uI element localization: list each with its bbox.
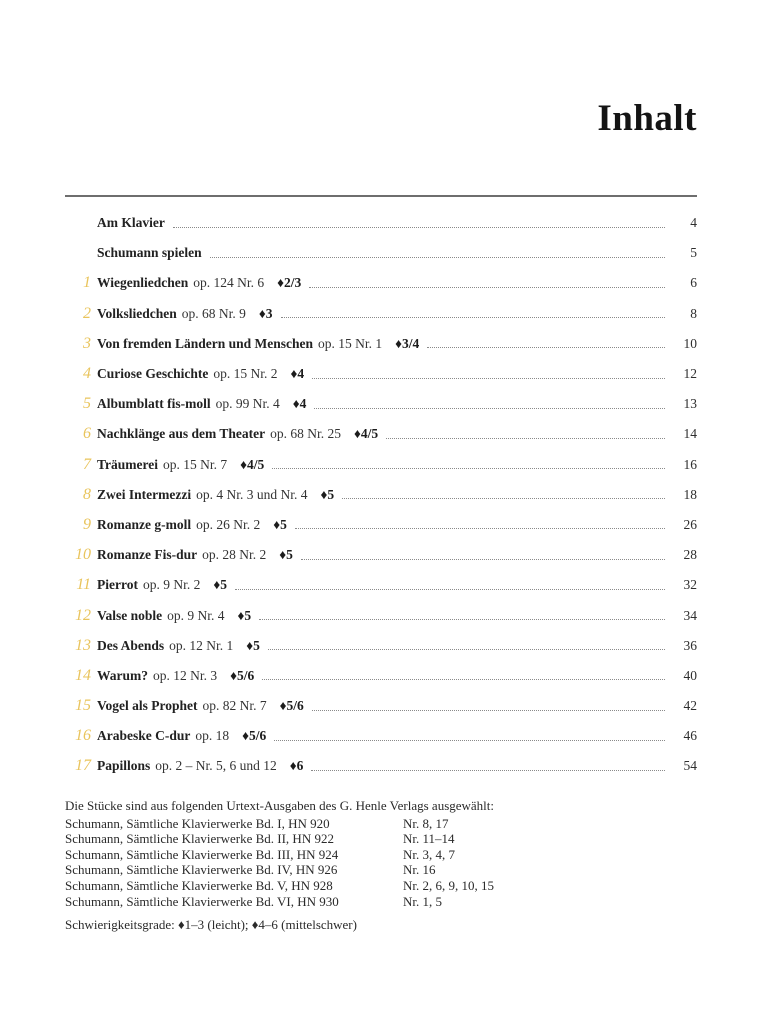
entry-page-number: 12 — [683, 366, 697, 382]
dotted-leader — [210, 257, 665, 258]
toc-entry — [65, 570, 697, 600]
source-numbers: Nr. 3, 4, 7 — [403, 846, 455, 862]
entry-number: 11 — [76, 576, 91, 594]
source-edition: Schumann, Sämtliche Klavierwerke Bd. II, HN 922 — [65, 831, 334, 847]
entry-page-number: 40 — [683, 667, 697, 683]
entry-opus: op. 12 Nr. 3 — [153, 667, 218, 683]
dotted-leader — [235, 589, 665, 590]
entry-number: 14 — [75, 666, 91, 684]
entry-difficulty-badge: ♦5/6 — [242, 728, 267, 744]
dotted-leader — [301, 559, 665, 560]
entry-number: 5 — [83, 395, 91, 413]
entry-opus: op. 9 Nr. 2 — [142, 577, 201, 593]
entry-title: Träumerei — [97, 456, 158, 472]
entry-number: 1 — [83, 274, 91, 292]
toc-entry — [65, 299, 697, 329]
source-edition: Schumann, Sämtliche Klavierwerke Bd. IV, HN 926 — [65, 862, 338, 878]
entry-page-number: 6 — [690, 275, 697, 291]
entry-difficulty-badge: ♦4 — [290, 366, 305, 382]
entry-difficulty-badge: ♦4 — [292, 396, 307, 412]
entry-page-number: 4 — [690, 215, 697, 231]
entry-title: Valse noble — [97, 607, 163, 623]
entry-opus: op. 4 Nr. 3 und Nr. 4 — [196, 486, 308, 502]
entry-number: 13 — [75, 636, 91, 654]
entry-page-number: 13 — [683, 396, 697, 412]
entry-number: 6 — [83, 425, 91, 443]
toc-entry — [65, 510, 697, 540]
toc-entry — [65, 691, 697, 721]
difficulty-legend: Schwierigkeitsgrade: ♦1–3 (leicht); ♦4–6 (mittelschwer) — [65, 917, 357, 932]
toc-entry — [65, 721, 697, 751]
entry-difficulty-badge: ♦4/5 — [240, 456, 265, 472]
entry-opus: op. 99 Nr. 4 — [215, 396, 280, 412]
entry-number: 2 — [83, 304, 91, 322]
toc-entry — [65, 600, 697, 630]
entry-title: Schumann spielen — [97, 245, 202, 261]
source-edition: Schumann, Sämtliche Klavierwerke Bd. I, HN 920 — [65, 815, 330, 831]
entry-title: Albumblatt fis-moll — [97, 396, 211, 412]
entry-number: 9 — [83, 515, 91, 533]
entry-opus: op. 12 Nr. 1 — [169, 637, 234, 653]
entry-number: 17 — [75, 757, 91, 775]
entry-page-number: 26 — [683, 516, 697, 532]
entry-number: 4 — [83, 365, 91, 383]
source-row — [65, 878, 697, 894]
dotted-leader — [173, 227, 665, 228]
toc-entry — [65, 268, 697, 298]
source-row — [65, 847, 697, 863]
entry-difficulty-badge: ♦5 — [246, 637, 260, 653]
dotted-leader — [386, 438, 665, 439]
entry-opus: op. 68 Nr. 9 — [181, 305, 246, 321]
toc-entry — [65, 208, 697, 238]
dotted-leader — [259, 619, 665, 620]
entry-page-number: 54 — [683, 758, 697, 774]
toc-entry — [65, 480, 697, 510]
dotted-leader — [309, 287, 665, 288]
page-title: Inhalt — [597, 98, 697, 139]
entry-title: Wiegenliedchen — [97, 275, 189, 291]
entry-opus: op. 68 Nr. 25 — [270, 426, 342, 442]
entry-number: 15 — [75, 697, 91, 715]
entry-number: 7 — [83, 455, 91, 473]
entry-page-number: 46 — [683, 728, 697, 744]
entry-difficulty-badge: ♦5 — [279, 547, 293, 563]
entry-number: 8 — [83, 485, 91, 503]
source-edition: Schumann, Sämtliche Klavierwerke Bd. VI, HN 930 — [65, 893, 339, 909]
dotted-leader — [312, 710, 665, 711]
sources-intro: Die Stücke sind aus folgenden Urtext-Ausgaben des G. Henle Verlags ausgewählt: — [65, 798, 495, 813]
dotted-leader — [272, 468, 665, 469]
sources-block — [65, 798, 697, 909]
source-numbers: Nr. 1, 5 — [403, 893, 442, 909]
entry-difficulty-badge: ♦5 — [237, 607, 252, 623]
entry-opus: op. 28 Nr. 2 — [202, 547, 267, 563]
entry-difficulty-badge: ♦3/4 — [395, 335, 420, 351]
entry-difficulty-badge: ♦5 — [320, 486, 335, 502]
toc-entry — [65, 329, 697, 359]
entry-title: Warum? — [97, 667, 149, 683]
entry-opus: op. 9 Nr. 4 — [167, 607, 225, 623]
entry-number: 10 — [75, 546, 91, 564]
entry-page-number: 14 — [683, 426, 697, 442]
entry-page-number: 18 — [683, 486, 697, 502]
entry-title: Romanze g-moll — [97, 516, 192, 532]
entry-title: Romanze Fis-dur — [97, 547, 198, 563]
entry-opus: op. 26 Nr. 2 — [196, 516, 261, 532]
dotted-leader — [427, 347, 665, 348]
entry-page-number: 34 — [683, 607, 697, 623]
entry-page-number: 28 — [683, 547, 697, 563]
source-numbers: Nr. 8, 17 — [403, 815, 449, 831]
entry-opus: op. 18 — [195, 728, 230, 744]
source-edition: Schumann, Sämtliche Klavierwerke Bd. III, HN 924 — [65, 846, 339, 862]
dotted-leader — [268, 649, 665, 650]
entry-page-number: 16 — [683, 456, 697, 472]
entry-difficulty-badge: ♦2/3 — [277, 275, 302, 291]
entry-difficulty-badge: ♦5 — [213, 577, 227, 593]
toc-entry — [65, 389, 697, 419]
entry-opus: op. 82 Nr. 7 — [202, 698, 267, 714]
entry-title: Arabeske C-dur — [97, 728, 191, 744]
table-of-contents — [65, 208, 697, 782]
entry-title: Papillons — [97, 758, 151, 774]
toc-entry — [65, 661, 697, 691]
dotted-leader — [274, 740, 665, 741]
entry-opus: op. 2 – Nr. 5, 6 und 12 — [155, 758, 277, 774]
source-row — [65, 816, 697, 832]
dotted-leader — [314, 408, 665, 409]
entry-opus: op. 15 Nr. 7 — [162, 456, 228, 472]
dotted-leader — [342, 498, 665, 499]
dotted-leader — [262, 679, 665, 680]
entry-difficulty-badge: ♦5/6 — [279, 698, 304, 714]
toc-entry — [65, 631, 697, 661]
dotted-leader — [295, 528, 665, 529]
source-numbers: Nr. 11–14 — [403, 831, 455, 847]
entry-page-number: 8 — [690, 305, 697, 321]
entry-title: Pierrot — [97, 577, 138, 593]
toc-entry — [65, 238, 697, 268]
toc-entry — [65, 359, 697, 389]
source-numbers: Nr. 16 — [403, 862, 436, 878]
entry-number: 16 — [75, 727, 91, 745]
entry-title: Curiose Geschichte — [97, 366, 209, 382]
entry-difficulty-badge: ♦5/6 — [230, 667, 255, 683]
entry-page-number: 42 — [683, 698, 697, 714]
entry-opus: op. 15 Nr. 2 — [213, 366, 278, 382]
entry-title: Am Klavier — [97, 215, 165, 231]
entry-difficulty-badge: ♦5 — [273, 516, 287, 532]
entry-page-number: 36 — [683, 637, 697, 653]
entry-difficulty-badge: ♦3 — [258, 305, 273, 321]
entry-opus: op. 124 Nr. 6 — [193, 275, 265, 291]
entry-title: Nachklänge aus dem Theater — [97, 426, 266, 442]
source-row — [65, 831, 697, 847]
entry-page-number: 10 — [683, 335, 697, 351]
entry-difficulty-badge: ♦6 — [289, 758, 304, 774]
dotted-leader — [281, 317, 665, 318]
toc-entry — [65, 540, 697, 570]
entry-title: Volksliedchen — [97, 305, 177, 321]
entry-opus: op. 15 Nr. 1 — [318, 335, 383, 351]
source-edition: Schumann, Sämtliche Klavierwerke Bd. V, HN 928 — [65, 877, 333, 893]
entry-number: 12 — [75, 606, 91, 624]
entry-title: Des Abends — [97, 637, 165, 653]
entry-title: Von fremden Ländern und Menschen — [97, 335, 314, 351]
entry-page-number: 5 — [690, 245, 697, 261]
toc-entry — [65, 419, 697, 449]
source-numbers: Nr. 2, 6, 9, 10, 15 — [403, 877, 494, 893]
entry-title: Vogel als Prophet — [97, 698, 198, 714]
divider-rule — [65, 195, 697, 197]
dotted-leader — [311, 770, 665, 771]
entry-page-number: 32 — [683, 577, 697, 593]
toc-entry — [65, 751, 697, 781]
entry-title: Zwei Intermezzi — [97, 486, 192, 502]
dotted-leader — [312, 378, 665, 379]
source-row — [65, 862, 697, 878]
entry-difficulty-badge: ♦4/5 — [354, 426, 379, 442]
toc-entry — [65, 450, 697, 480]
entry-number: 3 — [83, 334, 91, 352]
source-row — [65, 894, 697, 910]
